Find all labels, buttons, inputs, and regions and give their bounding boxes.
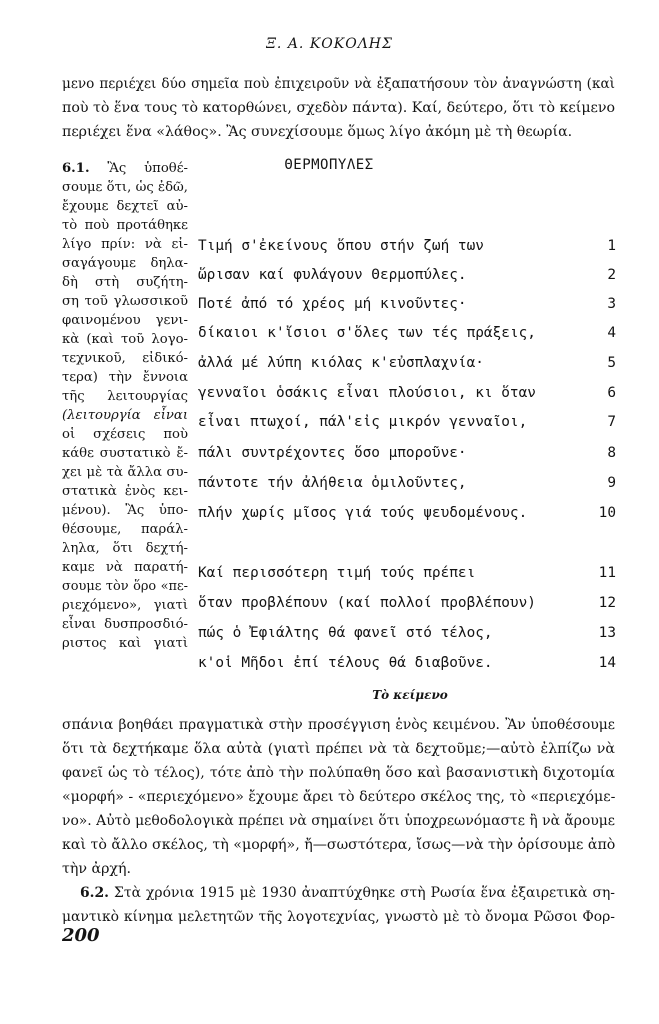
poem-line-number: 8: [607, 445, 616, 461]
poem-line-text: Καί περισσότερη τιμή τούς πρέπει: [198, 565, 476, 581]
margin-line: φαινομένου γενι-: [62, 313, 188, 328]
poem-line-number: 9: [607, 475, 616, 491]
margin-line: ση τοῦ γλωσσικοῦ: [62, 294, 188, 309]
margin-line: σουμε τὸν ὅρο «πε-: [62, 579, 188, 594]
poem-line-text: εἶναι πτωχοί, πάλ'εἰς μικρόν γενναῖοι,: [198, 414, 528, 430]
poem-line-number: 3: [607, 296, 616, 312]
margin-line: τερα) τὴν ἔννοια: [62, 370, 188, 385]
body-paragraph-line: σπάνια βοηθάει πραγματικὰ στὴν προσέγγιση ἑνὸς κειμένου. Ἂν ὑποθέσουμε: [62, 717, 615, 733]
margin-line: καμε νὰ παρατή-: [62, 560, 188, 575]
margin-line: ριστος καὶ γιατὶ: [62, 636, 188, 651]
poem-line-number: 10: [598, 505, 616, 521]
margin-line: οἱ σχέσεις ποὺ: [62, 427, 188, 442]
poem-line: [198, 355, 616, 375]
margin-line: σουμε ὅτι, ὡς ἐδῶ,: [62, 180, 188, 195]
margin-line: δὴ στὴ συζήτη-: [62, 275, 188, 290]
poem-line-text: πάντοτε τήν ἀλήθεια ὁμιλοῦντες,: [198, 475, 467, 491]
poem-line-text: Τιμή σ'ἐκείνους ὅπου στήν ζωή των: [198, 238, 484, 254]
body-paragraph-line: καὶ τὸ ἄλλο σκέλος, τὴ «μορφή», ἤ—σωστότερα, ἴσως—νὰ τὴν ὁρίσουμε ἀπὸ: [62, 837, 616, 853]
running-header: Ξ. Α. ΚΟΚΟΛΗΣ: [266, 36, 393, 52]
poem-line-text: κ'οἱ Μῆδοι ἐπί τέλους θά διαβοῦνε.: [198, 655, 493, 671]
margin-line: ἔχουμε δεχτεῖ αὐ-: [62, 199, 188, 214]
margin-line: κὰ (καὶ τοῦ λογο-: [62, 332, 188, 347]
poem-line: [198, 296, 616, 316]
body-paragraph-line: τὴν ἀρχή.: [62, 861, 132, 877]
poem-line-number: 11: [598, 565, 616, 581]
top-paragraph-line: ποὺ τὸ ἕνα τους τὸ κατορθώνει, σχεδὸν πάντα). Καί, δεύτερο, ὅτι τὸ κείμενο: [62, 100, 616, 116]
margin-line: κάθε συστατικὸ ἔ-: [62, 446, 188, 461]
poem-line: [198, 385, 616, 405]
top-paragraph-line: περιέχει ἕνα «λάθος». Ἂς συνεχίσουμε ὅμως λίγο ἀκόμη μὲ τὴ θεωρία.: [62, 124, 573, 140]
margin-line: σαγάγουμε δηλα-: [62, 256, 188, 271]
poem-line-text: πάλι συντρέχοντες ὅσο μποροῦνε·: [198, 445, 467, 461]
margin-line: τῆς λειτουργίας: [62, 389, 188, 404]
section-6-2-heading-line: [80, 883, 615, 903]
top-paragraph-line: μενο περιέχει δύο σημεῖα ποὺ ἐπιχειροῦν νὰ ἐξαπατήσουν τὸν ἀναγνώστη (καὶ: [62, 76, 615, 92]
section-number: 6.1.: [62, 161, 90, 176]
poem-line-text: Ποτέ ἀπό τό χρέος μή κινοῦντες·: [198, 296, 467, 312]
poem-line-number: 4: [607, 325, 616, 341]
poem-line-text: δίκαιοι κ'ἴσιοι σ'ὅλες των τές πράξεις,: [198, 325, 536, 341]
poem-line: [198, 505, 616, 525]
poem-line: [198, 565, 616, 585]
margin-line: εἶναι δυσπροσδιό-: [62, 617, 188, 632]
margin-line: στατικὰ ἑνὸς κει-: [62, 484, 188, 499]
poem-line-number: 14: [598, 655, 616, 671]
poem-line: [198, 238, 616, 258]
margin-line: ληλα, ὅτι δεχτή-: [62, 541, 188, 556]
poem-line-text: ἀλλά μέ λύπη κιόλας κ'εὐσπλαχνία·: [198, 355, 484, 371]
body-paragraph-line: «μορφή» - «περιεχόμενο» ἔχουμε ἄρει τὸ δεύτερο σκέλος της, τὸ «περιεχόμε-: [62, 789, 616, 805]
poem-line-text: γενναῖοι ὁσάκις εἶναι πλούσιοι, κι ὅταν: [198, 385, 536, 401]
poem-line-number: 1: [607, 238, 616, 254]
body-paragraph-line: μαντικὸ κίνημα μελετητῶν τῆς λογοτεχνίας, γνωστὸ μὲ τὸ ὄνομα Ρῶσοι Φορ-: [62, 909, 615, 925]
margin-line: τεχνικοῦ, εἰδικό-: [62, 351, 188, 366]
body-paragraph-line: ὅτι τὰ δεχτήκαμε ὅλα αὐτὰ (γιατὶ πρέπει νὰ τὰ δεχτοῦμε;—αὐτὸ ἐλπίζω νὰ: [62, 741, 615, 757]
poem-line: [198, 595, 616, 615]
margin-line: μένου). Ἂς ὑπο-: [62, 503, 188, 518]
page-number: 200: [62, 925, 100, 946]
section-6-1-heading-line: [62, 159, 188, 178]
poem-line-number: 6: [607, 385, 616, 401]
poem-line-text: ὥρισαν καί φυλάγουν Θερμοπύλες.: [198, 267, 467, 283]
margin-line: λίγο πρίν: νὰ εἰ-: [62, 237, 188, 252]
margin-line: ριεχόμενο», γιατὶ: [62, 598, 188, 613]
poem-line: [198, 267, 616, 287]
poem-line: [198, 414, 616, 434]
poem-title: ΘΕΡΜΟΠΥΛΕΣ: [284, 157, 374, 173]
margin-line: τὸ ποὺ προτάθηκε: [62, 218, 188, 233]
section-text: Στὰ χρόνια 1915 μὲ 1930 ἀναπτύχθηκε στὴ Ρωσία ἕνα ἐξαιρετικὰ ση-: [109, 885, 615, 901]
poem-line: [198, 445, 616, 465]
poem-line-number: 2: [607, 267, 616, 283]
margin-line: θέσουμε, παράλ-: [62, 522, 188, 537]
poem-line: [198, 475, 616, 495]
margin-line: χει μὲ τὰ ἄλλα συ-: [62, 465, 188, 480]
margin-line: (λειτουργία εἶναι: [62, 408, 188, 423]
poem-line-number: 5: [607, 355, 616, 371]
body-paragraph-line: νο». Αὐτὸ μεθοδολογικὰ πρέπει νὰ σημαίνει ὅτι ὑποχρεωνόμαστε ἢ νὰ ἄρουμε: [62, 813, 615, 829]
section-number: 6.2.: [80, 885, 110, 901]
poem-line-text: ὅταν προβλέπουν (καί πολλοί προβλέπουν): [198, 595, 536, 611]
poem-line-number: 12: [598, 595, 616, 611]
poem-caption: Τὸ κείμενο: [372, 688, 448, 702]
poem-line-text: πλήν χωρίς μῖσος γιά τούς ψευδομένους.: [198, 505, 528, 521]
poem-line-text: πώς ὁ Ἐφιάλτης θά φανεῖ στό τέλος,: [198, 625, 493, 641]
margin-text: Ἂς ὑποθέ-: [89, 161, 188, 176]
poem-line: [198, 655, 616, 675]
poem-line: [198, 625, 616, 645]
poem-line-number: 7: [607, 414, 616, 430]
body-paragraph-line: φανεῖ ὡς τὸ τέλος), τότε ἀπὸ τὴν πολύπαθη ὅσο καὶ βασανιστικὴ διχοτομία: [62, 765, 615, 781]
poem-line-number: 13: [598, 625, 616, 641]
poem-line: [198, 325, 616, 345]
